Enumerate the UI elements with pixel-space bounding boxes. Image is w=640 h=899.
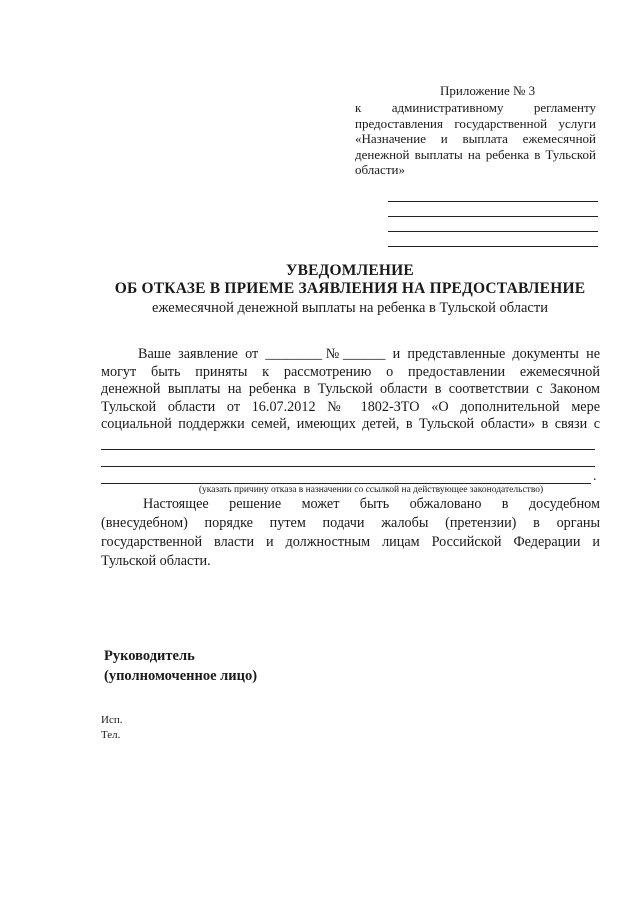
- signatory-block: [104, 646, 257, 686]
- body-line: социальной поддержки семей, имеющих детей, в Тульской области» в связи с: [101, 416, 600, 432]
- contacts-block: [101, 713, 122, 743]
- reason-blank-line: [101, 466, 595, 467]
- reason-end-mark: .: [593, 469, 597, 484]
- signatory-subtitle: (уполномоченное лицо): [104, 668, 258, 684]
- appeal-line: (внесудебном) порядке путем подачи жалобы (претензии) в органы: [101, 515, 600, 531]
- appeal-text: [101, 495, 600, 571]
- notice-title-line2: ОБ ОТКАЗЕ В ПРИЕМЕ ЗАЯВЛЕНИЯ НА ПРЕДОСТАВЛЕНИЕ: [114, 280, 586, 297]
- addressee-line: [388, 246, 598, 247]
- reason-hint: (указать причину отказа в назначении со ссылкой на действующее законодательство): [198, 485, 544, 495]
- appeal-line: Тульской области.: [101, 553, 211, 569]
- notice-title: УВЕДОМЛЕНИЕ: [286, 262, 414, 279]
- notice-body: [101, 346, 600, 434]
- signatory-title: Руководитель: [104, 648, 195, 664]
- appendix-text: к административному регламенту предоставления государственной услуги «Назначение и выплата ежемесячной денежной выплаты на ребенка в Тульской области»: [355, 100, 596, 177]
- body-line: могут быть приняты к рассмотрению о предоставлении ежемесячной: [101, 363, 600, 380]
- notice-subtitle: ежемесячной денежной выплаты на ребенка в Тульской области: [152, 300, 548, 316]
- appendix-title: Приложение № 3: [440, 83, 536, 98]
- executor-label: Исп.: [101, 714, 123, 726]
- body-line: денежной выплаты на ребенка в Тульской области в соответствии с Законом: [101, 381, 600, 397]
- body-line: Тульской области от 16.07.2012 № 1802-ЗТО «О дополнительной мере: [101, 398, 600, 415]
- notice-heading: [90, 262, 610, 317]
- reason-blank-line: [101, 449, 595, 450]
- phone-label: Тел.: [101, 729, 121, 741]
- body-line: Ваше заявление от ________№______ и представленные документы не: [138, 346, 600, 362]
- addressee-line: [388, 231, 598, 232]
- addressee-line: [388, 216, 598, 217]
- appeal-line: государственной власти и должностным лицам Российской Федерации и: [101, 534, 600, 550]
- appeal-line: Настоящее решение может быть обжаловано в досудебном: [143, 496, 600, 512]
- addressee-line: [388, 201, 598, 202]
